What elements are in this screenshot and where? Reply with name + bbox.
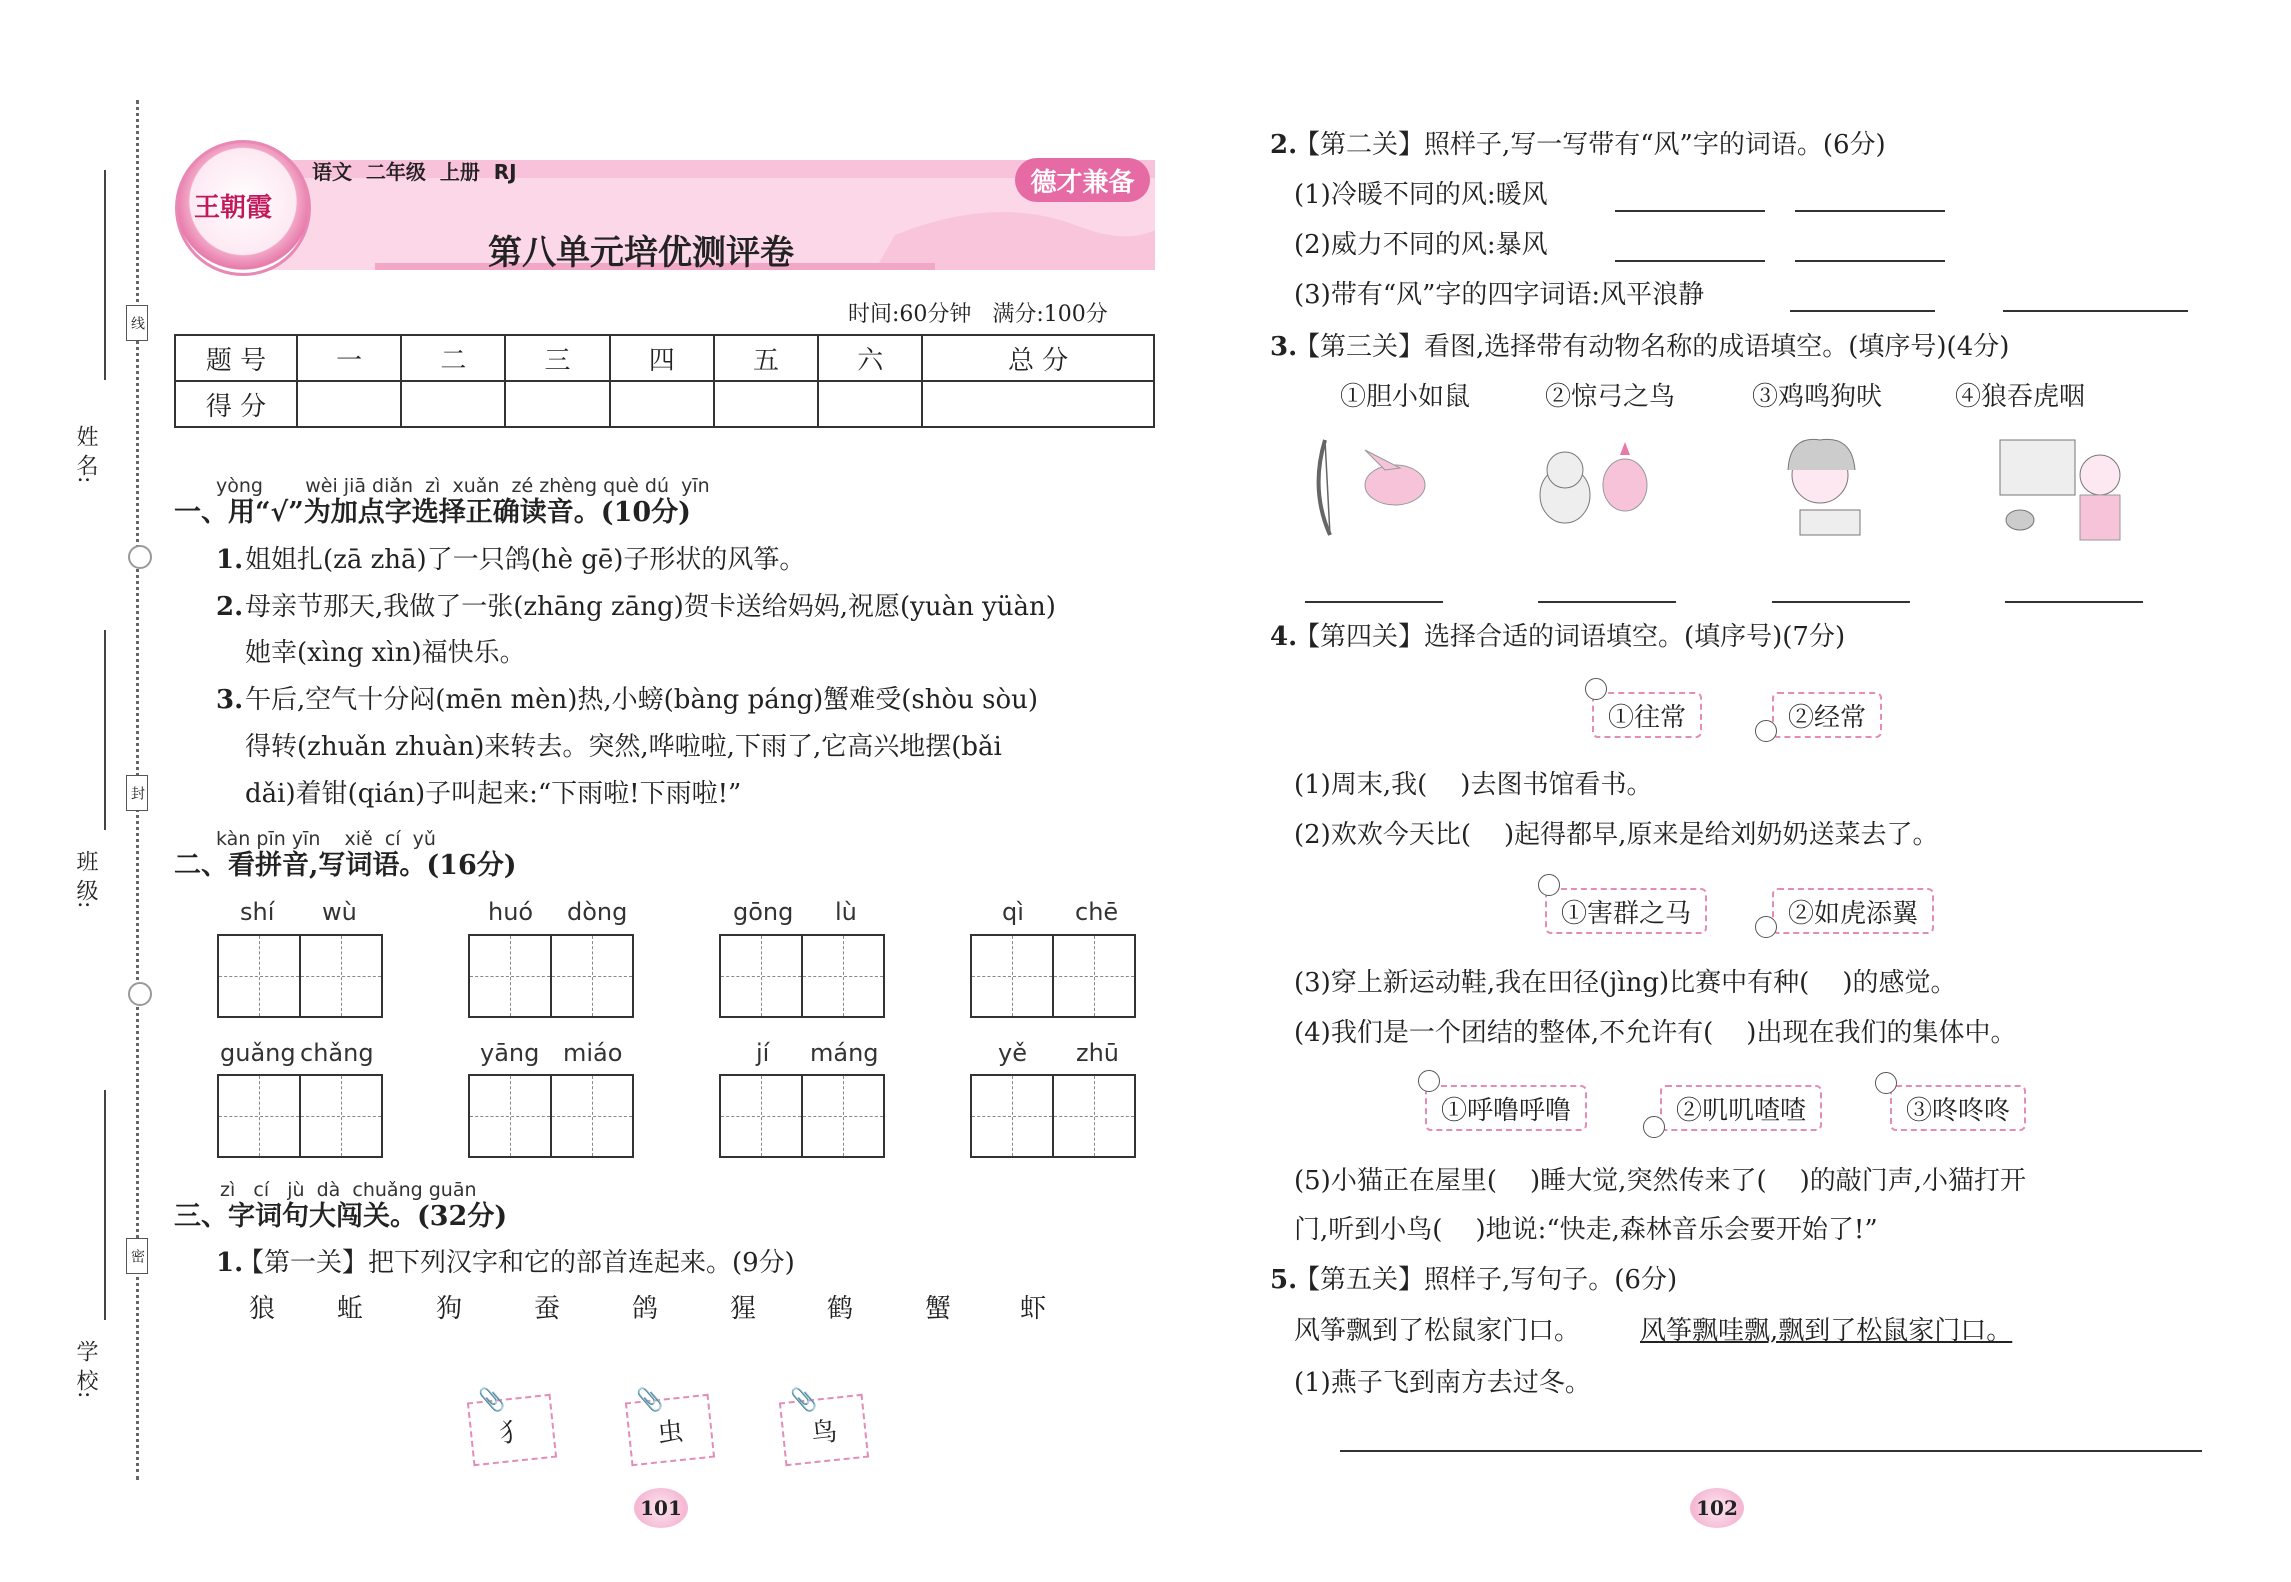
r-q2-heading: 【第二关】照样子,写一写带有“风”字的词语。(6分): [1294, 130, 1886, 160]
word-option: ②如虎添翼: [1772, 888, 1934, 934]
dog-rooster-illustration: [1525, 430, 1665, 545]
char-item[interactable]: 鹤: [827, 1294, 854, 1324]
pinyin-label: wù: [322, 898, 357, 926]
s3-q1-text: 【第一关】把下列汉字和它的部首连起来。(9分): [238, 1248, 795, 1278]
pinyin-label: miáo: [563, 1039, 623, 1067]
score-table-cell: 一: [297, 335, 401, 381]
seal-mark-line: 线: [126, 305, 148, 341]
word-option: ①害群之马: [1545, 888, 1707, 934]
score-table-cell: 得 分: [175, 381, 297, 427]
binding-hole: [128, 545, 152, 569]
score-table-cell: 六: [818, 335, 922, 381]
r-q3-number: 3.: [1270, 332, 1298, 362]
q5-example-expanded: 风筝飘哇飘,飘到了松鼠家门口。: [1640, 1316, 2013, 1346]
score-table-cell: 总 分: [922, 335, 1154, 381]
answer-line[interactable]: [1615, 260, 1765, 262]
q2-text-line1: 母亲节那天,我做了一张(zhāng zāng)贺卡送给妈妈,祝愿(yuàn yüàn): [245, 592, 1056, 622]
r-q4-number: 4.: [1270, 622, 1298, 652]
r-q2-item1: (1)冷暖不同的风:暖风: [1294, 180, 1548, 210]
pinyin-label: guǎng: [220, 1039, 296, 1067]
time-score-info: 时间:60分钟 满分:100分: [848, 302, 1108, 327]
slogan-badge: 德才兼备: [1015, 158, 1150, 202]
word-option: ②叽叽喳喳: [1660, 1085, 1822, 1131]
char-item[interactable]: 蚯: [337, 1294, 364, 1324]
answer-line[interactable]: [1340, 1450, 2202, 1452]
pinyin-label: lù: [835, 898, 857, 926]
score-table: [174, 334, 1155, 428]
girl-eating-illustration: [1760, 430, 1900, 545]
writing-grid[interactable]: [217, 1074, 383, 1158]
r-q2-item2: (2)威力不同的风:暴风: [1294, 230, 1548, 260]
word-option: ①往常: [1592, 692, 1702, 738]
section1-pinyin: yòng wèi jiā diǎn zì xuǎn zé zhèng què dú yīn: [216, 475, 710, 497]
writing-grid[interactable]: [970, 934, 1136, 1018]
q4-sentence-1: (1)周末,我( )去图书馆看书。: [1294, 770, 1653, 800]
q3-text-line3: dǎi)着钳(qián)子叫起来:“下雨啦!下雨啦!”: [245, 779, 742, 809]
q1-text: 姐姐扎(zā zhā)了一只鸽(hè gē)子形状的风筝。: [245, 545, 806, 575]
face-icon: [1585, 678, 1607, 700]
score-input-cell[interactable]: [922, 381, 1154, 427]
idiom-option: ④狼吞虎咽: [1955, 382, 2086, 412]
paperclip-icon: 📎: [636, 1388, 664, 1413]
face-icon: [1755, 916, 1777, 938]
idiom-option: ②惊弓之鸟: [1545, 382, 1676, 412]
r-q5-heading: 【第五关】照样子,写句子。(6分): [1294, 1265, 1678, 1295]
section1-heading: 一、用“√”为加点字选择正确读音。(10分): [174, 497, 691, 528]
answer-line[interactable]: [2005, 601, 2143, 603]
q2-number: 2.: [216, 592, 244, 622]
q5-item-1: (1)燕子飞到南方去过冬。: [1294, 1368, 1591, 1398]
q1-number: 1.: [216, 545, 244, 575]
char-item[interactable]: 虾: [1020, 1294, 1047, 1324]
pinyin-label: gōng: [733, 898, 794, 926]
page-number-right: 102: [1690, 1488, 1744, 1528]
seal-mark-secret: 密: [126, 1238, 148, 1274]
answer-line[interactable]: [2003, 310, 2188, 312]
word-option: ①呼噜呼噜: [1425, 1085, 1587, 1131]
score-table-header-row: [175, 335, 1154, 381]
face-icon: [1755, 720, 1777, 742]
writing-grid[interactable]: [468, 934, 634, 1018]
name-line: [104, 170, 106, 380]
q3-text-line1: 午后,空气十分闷(mēn mèn)热,小螃(bàng páng)蟹难受(shòu sòu): [245, 685, 1039, 715]
r-q5-number: 5.: [1270, 1265, 1298, 1295]
r-q4-heading: 【第四关】选择合适的词语填空。(填序号)(7分): [1294, 622, 1846, 652]
q4-sentence-5a: (5)小猫正在屋里( )睡大觉,突然传来了( )的敲门声,小猫打开: [1294, 1166, 2027, 1196]
r-q3-heading: 【第三关】看图,选择带有动物名称的成语填空。(填序号)(4分): [1294, 332, 2010, 362]
seal-mark-seal: 封: [126, 775, 148, 811]
idiom-option: ①胆小如鼠: [1340, 382, 1471, 412]
score-input-cell[interactable]: [610, 381, 714, 427]
score-table-cell: 四: [610, 335, 714, 381]
pinyin-label: jí: [756, 1039, 770, 1067]
score-input-cell[interactable]: [297, 381, 401, 427]
writing-grid[interactable]: [970, 1074, 1136, 1158]
section2-pinyin: kàn pīn yīn xiě cí yǔ: [216, 828, 436, 850]
class-label: 班 级:: [73, 850, 98, 909]
bow-bird-illustration: [1305, 430, 1445, 545]
school-label: 学 校:: [73, 1340, 98, 1399]
pinyin-label: chǎng: [300, 1039, 374, 1067]
score-table-cell: 三: [505, 335, 609, 381]
pinyin-label: zhū: [1076, 1039, 1120, 1067]
radical-card[interactable]: 虫: [625, 1394, 715, 1466]
r-q2-number: 2.: [1270, 130, 1298, 160]
word-option: ③咚咚咚: [1890, 1085, 2026, 1131]
class-line: [104, 630, 106, 830]
idiom-option: ③鸡鸣狗吠: [1752, 382, 1883, 412]
pinyin-label: dòng: [567, 898, 628, 926]
writing-grid[interactable]: [217, 934, 383, 1018]
page-title: 第八单元培优测评卷: [488, 233, 794, 273]
section2-heading: 二、看拼音,写词语。(16分): [174, 850, 517, 881]
q5-example-original: 风筝飘到了松鼠家门口。: [1294, 1316, 1581, 1346]
face-icon: [1418, 1070, 1440, 1092]
q4-sentence-5b: 门,听到小鸟( )地说:“快走,森林音乐会要开始了!”: [1294, 1215, 1878, 1245]
word-option: ②经常: [1772, 692, 1882, 738]
boy-mouse-illustration: [1995, 430, 2135, 545]
answer-line[interactable]: [1772, 601, 1910, 603]
score-input-cell[interactable]: [714, 381, 818, 427]
q4-sentence-4: (4)我们是一个团结的整体,不允许有( )出现在我们的集体中。: [1294, 1018, 2017, 1048]
q4-sentence-3: (3)穿上新运动鞋,我在田径(jìng)比赛中有种( )的感觉。: [1294, 968, 1957, 998]
page-number-left: 101: [634, 1488, 688, 1528]
writing-grid[interactable]: [719, 1074, 885, 1158]
grade-info: 语文 二年级 上册 RJ: [312, 160, 517, 184]
pinyin-label: huó: [488, 898, 534, 926]
char-item[interactable]: 狗: [436, 1294, 463, 1324]
pinyin-label: shí: [240, 898, 275, 926]
q3-text-line2: 得转(zhuǎn zhuàn)来转去。突然,哗啦啦,下雨了,它高兴地摆(bǎi: [245, 732, 1002, 762]
char-item[interactable]: 猩: [730, 1294, 757, 1324]
score-table-score-row: [175, 381, 1154, 427]
face-icon: [1875, 1072, 1897, 1094]
radical-card[interactable]: 鸟: [779, 1394, 869, 1466]
answer-line[interactable]: [1790, 310, 1935, 312]
pinyin-label: yě: [998, 1039, 1027, 1067]
pinyin-label: yāng: [480, 1039, 540, 1067]
s3-q1-number: 1.: [216, 1248, 244, 1278]
score-input-cell[interactable]: [818, 381, 922, 427]
paperclip-icon: 📎: [790, 1388, 818, 1413]
answer-line[interactable]: [1305, 601, 1443, 603]
q4-sentence-2: (2)欢欢今天比( )起得都早,原来是给刘奶奶送菜去了。: [1294, 820, 1939, 850]
answer-line[interactable]: [1615, 210, 1765, 212]
pinyin-label: qì: [1002, 898, 1024, 926]
char-item[interactable]: 鸽: [632, 1294, 659, 1324]
score-input-cell[interactable]: [401, 381, 505, 427]
section3-heading: 三、字词句大闯关。(32分): [174, 1201, 508, 1232]
score-table-cell: 五: [714, 335, 818, 381]
binding-hole: [128, 982, 152, 1006]
brand-name: 王朝霞: [194, 193, 273, 223]
name-label: 姓 名:: [73, 425, 98, 484]
score-table-cell: 二: [401, 335, 505, 381]
answer-line[interactable]: [1795, 260, 1945, 262]
face-icon: [1538, 874, 1560, 896]
face-icon: [1643, 1116, 1665, 1138]
r-q2-item3: (3)带有“风”字的四字词语:风平浪静: [1294, 280, 1705, 310]
q3-number: 3.: [216, 685, 244, 715]
pinyin-label: chē: [1075, 898, 1119, 926]
section3-pinyin: zì cí jù dà chuǎng guān: [220, 1179, 477, 1201]
score-table-cell: 题 号: [175, 335, 297, 381]
paperclip-icon: 📎: [478, 1388, 506, 1413]
school-line: [104, 1090, 106, 1320]
radical-card[interactable]: 犭: [467, 1394, 557, 1466]
char-item[interactable]: 蚕: [534, 1294, 561, 1324]
answer-line[interactable]: [1795, 210, 1945, 212]
char-item[interactable]: 狼: [249, 1294, 276, 1324]
answer-line[interactable]: [1538, 601, 1676, 603]
writing-grid[interactable]: [468, 1074, 634, 1158]
writing-grid[interactable]: [719, 934, 885, 1018]
q2-text-line2: 她幸(xìng xìn)福快乐。: [245, 638, 526, 668]
score-input-cell[interactable]: [505, 381, 609, 427]
char-item[interactable]: 蟹: [925, 1294, 952, 1324]
pinyin-label: máng: [810, 1039, 879, 1067]
